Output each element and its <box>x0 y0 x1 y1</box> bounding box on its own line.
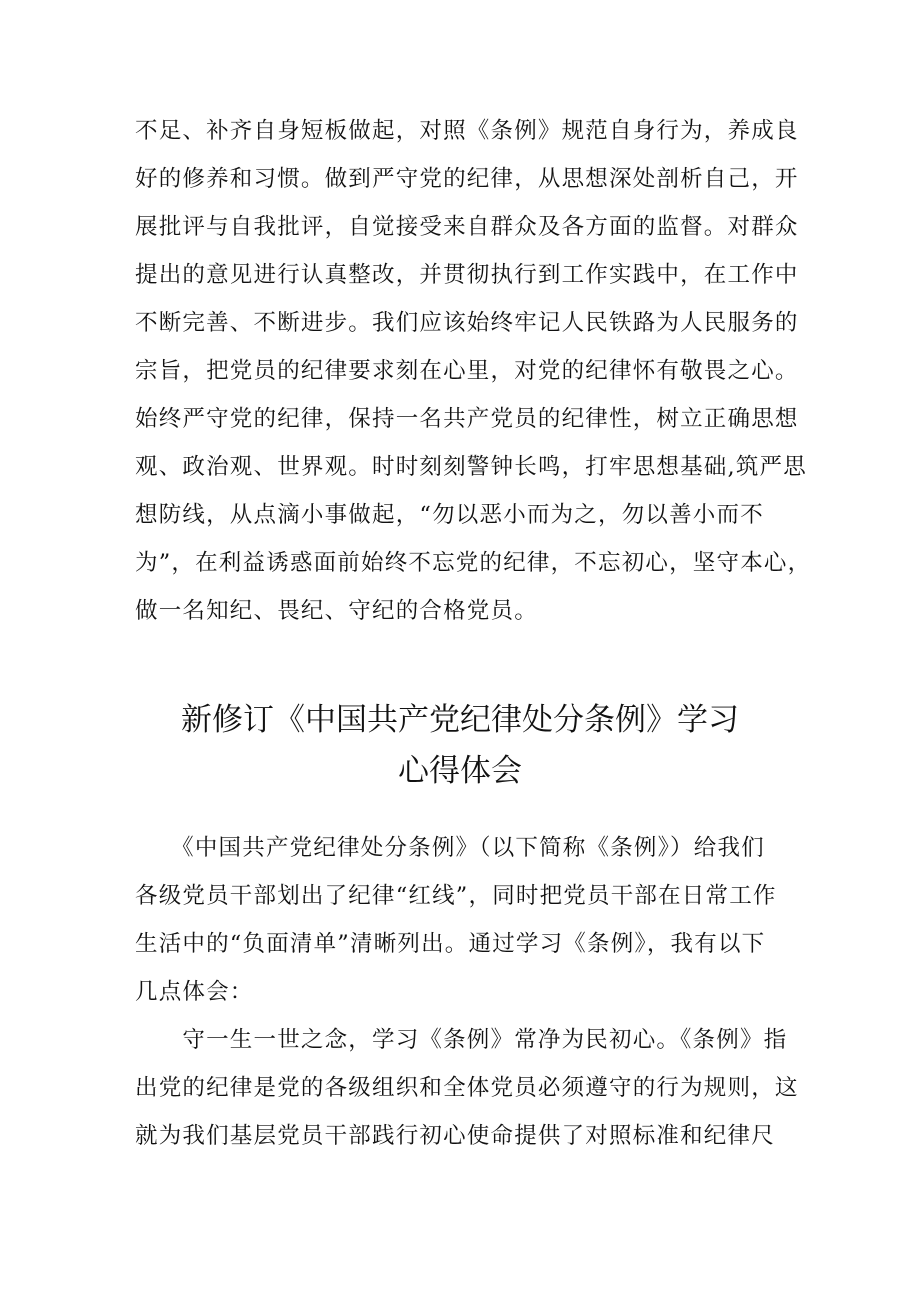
text-line: 不断完善、不断进步。我们应该始终牢记人民铁路为人民服务的 <box>135 310 799 336</box>
text-line: 守一生一世之念，学习《条例》常净为民初心。《条例》指 <box>135 1027 788 1053</box>
continued-paragraph <box>135 107 812 635</box>
article-body <box>135 824 799 1160</box>
text-line: 出党的纪律是党的各级组织和全体党员必须遵守的行为规则，这 <box>135 1075 799 1101</box>
text-line: 宗旨，把党员的纪律要求刻在心里，对党的纪律怀有敬畏之心。 <box>135 358 799 384</box>
text-line: 做一名知纪、畏纪、守纪的合格党员。 <box>135 598 538 624</box>
text-line: 生活中的“负面清单”清晰列出。通过学习《条例》，我有以下 <box>135 931 766 957</box>
text-line: 几点体会： <box>135 979 254 1005</box>
text-line: 展批评与自我批评，自觉接受来自群众及各方面的监督。对群众 <box>135 214 799 240</box>
text-line: 为”，在利益诱惑面前始终不忘党的纪律，不忘初心，坚守本心， <box>135 550 812 576</box>
text-line: 各级党员干部划出了纪律“红线”，同时把党员干部在日常工作 <box>135 883 777 909</box>
text-line: 不足、补齐自身短板做起，对照《条例》规范自身行为，养成良 <box>135 118 799 144</box>
text-line: 想防线，从点滴小事做起，“勿以恶小而为之，勿以善小而不 <box>135 502 764 528</box>
text-line: 提出的意见进行认真整改，并贯彻执行到工作实践中，在工作中 <box>135 262 799 288</box>
article-title-line-1: 新修订《中国共产党纪律处分条例》学习 <box>181 702 739 738</box>
text-line: 观、政治观、世界观。时时刻刻警钟长鸣，打牢思想基础,筑严思 <box>135 454 807 480</box>
article-title-line-2: 心得体会 <box>398 753 522 789</box>
text-line: 好的修养和习惯。做到严守党的纪律，从思想深处剖析自己，开 <box>135 166 799 192</box>
text-line: 就为我们基层党员干部践行初心使命提供了对照标准和纪律尺 <box>135 1123 775 1149</box>
text-line: 始终严守党的纪律，保持一名共产党员的纪律性，树立正确思想 <box>135 406 799 432</box>
text-line: 《中国共产党纪律处分条例》（以下简称《条例》）给我们 <box>135 835 765 861</box>
